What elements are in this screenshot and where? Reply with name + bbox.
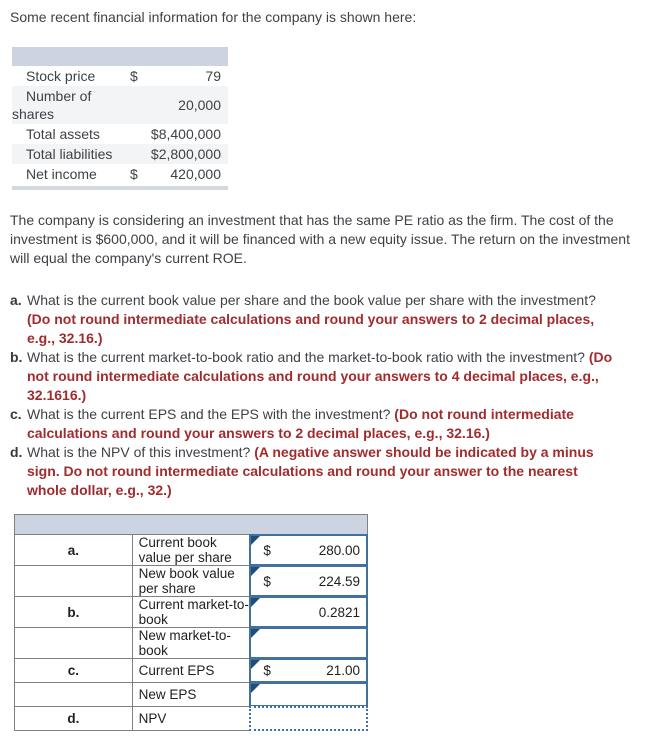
- investment-paragraph: The company is considering an investment that has the same PE ratio as the firm. The cost of the investment is $600,000, and it will be financed with a new equity issue. The return on the investment will equal the company's current ROE.: [10, 212, 630, 266]
- question-list: [10, 291, 637, 500]
- answer-table-header-bar: [15, 515, 368, 535]
- answer-row-letter: d.: [15, 707, 133, 731]
- question-letter: b.: [10, 349, 23, 365]
- question-instruction: (Do not round intermediate calculations and round your answers to 2 decimal places, e.g., 32.16.): [27, 406, 574, 441]
- question-d: [10, 443, 637, 500]
- question-instruction: (Do not round intermediate calculations and round your answers to 2 decimal places, e.g., 32.16.): [27, 311, 595, 346]
- amount: $8,400,000: [150, 126, 221, 142]
- row-value: [128, 146, 228, 162]
- financial-table-header-bar: [12, 47, 228, 66]
- answer-row: [15, 597, 368, 628]
- currency-symbol: $: [263, 542, 271, 558]
- answer-row-letter: b.: [15, 597, 133, 628]
- answer-input-current-eps[interactable]: [249, 658, 368, 683]
- answer-row: [15, 659, 368, 683]
- answer-table: [14, 514, 637, 731]
- row-value: [128, 68, 228, 84]
- financial-table-footer-bar: [12, 186, 228, 190]
- currency-symbol: $: [263, 663, 271, 678]
- answer-row-label: New EPS: [132, 683, 250, 707]
- answer-row-label: New book value per share: [132, 566, 250, 597]
- answer-row-label: New market-to-book: [132, 628, 250, 659]
- row-label: Stock price: [26, 68, 96, 84]
- table-row: [12, 86, 228, 124]
- answer-input-current-book-value[interactable]: [249, 534, 368, 566]
- question-instruction: (Do not round intermediate calculations and round your answers to 4 decimal places, e.g., 32.1616.): [27, 349, 613, 403]
- currency-symbol: $: [130, 166, 138, 182]
- answer-input-new-market-to-book[interactable]: [249, 627, 368, 659]
- answer-row-letter: a.: [15, 535, 133, 566]
- answer-row-label: Current book value per share: [132, 535, 250, 566]
- row-value: [128, 97, 228, 113]
- table-row: [12, 66, 228, 86]
- row-label: Total liabilities: [26, 146, 113, 162]
- intro-text: Some recent financial information for the company is shown here:: [10, 9, 417, 25]
- row-label: Total assets: [26, 126, 100, 142]
- amount: 79: [205, 68, 221, 84]
- question-text: What is the current EPS and the EPS with the investment?: [27, 406, 395, 422]
- answer-row: [15, 566, 368, 597]
- question-a: [10, 291, 637, 348]
- answer-input-new-book-value[interactable]: [249, 565, 368, 597]
- amount: 420,000: [170, 166, 221, 182]
- table-row: [12, 144, 228, 164]
- answer-value: 0.2821: [318, 604, 360, 620]
- answered-marker-icon: [251, 629, 260, 638]
- answered-marker-icon: [251, 660, 260, 669]
- answer-value: 21.00: [326, 663, 360, 678]
- answered-marker-icon: [251, 684, 260, 693]
- question-letter: a.: [10, 292, 22, 308]
- answered-marker-icon: [251, 567, 260, 576]
- currency-symbol: $: [130, 68, 138, 84]
- answered-marker-icon: [251, 598, 260, 607]
- answer-row: [15, 628, 368, 659]
- answer-value: 280.00: [318, 542, 360, 558]
- question-letter: c.: [10, 406, 22, 422]
- answer-input-current-market-to-book[interactable]: [249, 596, 368, 628]
- answer-value: 224.59: [318, 573, 360, 589]
- question-text: What is the current market-to-book ratio and the market-to-book ratio with the investment?: [27, 349, 589, 365]
- row-value: [128, 126, 228, 142]
- answer-row-letter: [15, 628, 133, 659]
- answer-input-new-eps[interactable]: [249, 682, 368, 707]
- currency-symbol: $: [263, 573, 271, 589]
- answer-row-letter: [15, 566, 133, 597]
- financial-table: [12, 47, 228, 190]
- table-row: [12, 164, 228, 184]
- answer-row: [15, 707, 368, 731]
- question-instruction: (A negative answer should be indicated by a minus sign. Do not round intermediate calculations and round your answer to the nearest whole dollar, e.g., 32.): [27, 444, 594, 498]
- answer-row-letter: [15, 683, 133, 707]
- row-value: [128, 166, 228, 182]
- answer-row-label: NPV: [132, 707, 250, 731]
- answer-row-label: Current EPS: [132, 659, 250, 683]
- answer-row: [15, 535, 368, 566]
- question-letter: d.: [10, 444, 23, 460]
- question-c: [10, 405, 637, 443]
- answer-row: [15, 683, 368, 707]
- table-row: [12, 124, 228, 144]
- question-b: [10, 348, 637, 405]
- answer-row-letter: c.: [15, 659, 133, 683]
- answer-input-npv[interactable]: [249, 706, 368, 731]
- row-label: Net income: [26, 166, 97, 182]
- amount: $2,800,000: [150, 146, 221, 162]
- question-text: What is the NPV of this investment?: [27, 444, 255, 460]
- row-label: Number of shares: [12, 88, 92, 122]
- amount: 20,000: [178, 97, 221, 113]
- question-text: What is the current book value per share and the book value per share with the investment?: [27, 292, 596, 308]
- answered-marker-icon: [251, 536, 260, 545]
- answer-row-label: Current market-to-book: [132, 597, 250, 628]
